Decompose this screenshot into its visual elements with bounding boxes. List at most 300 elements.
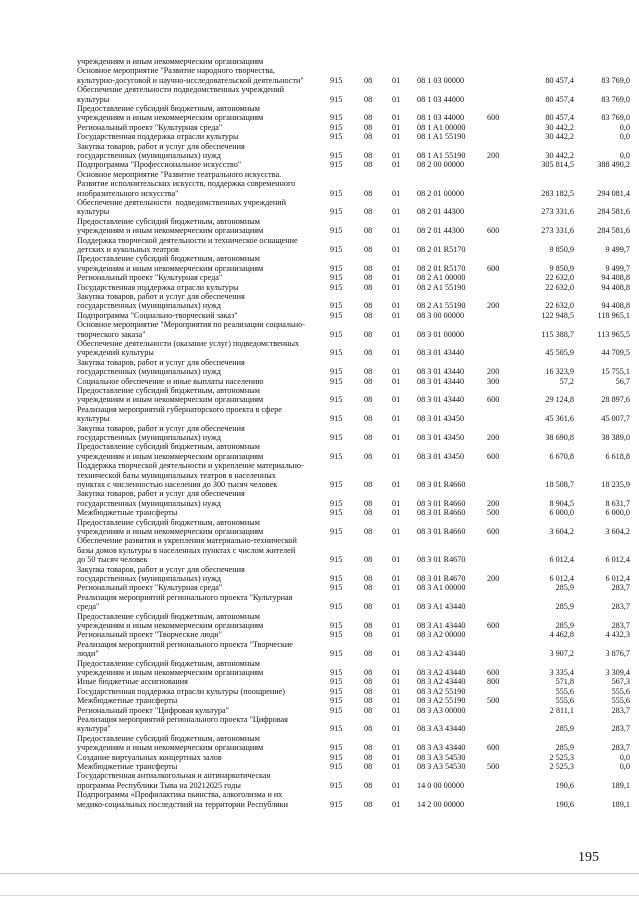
- cell-section: 08: [364, 160, 373, 170]
- cell-target: 08 3 A2 43440: [417, 677, 466, 687]
- cell-target: 08 3 A3 00000: [417, 705, 466, 715]
- cell-v2: 555,6: [611, 686, 630, 696]
- cell-section: 08: [364, 132, 373, 142]
- row-name: Предоставление субсидий бюджетным, автономным учреждениям и иным некоммерческим организациям: [77, 517, 264, 536]
- cell-section: 08: [364, 724, 373, 734]
- cell-subsection: 01: [392, 301, 401, 311]
- cell-subsection: 01: [392, 433, 401, 442]
- cell-target: 08 3 A1 00000: [417, 583, 466, 593]
- cell-code: 915: [330, 414, 343, 424]
- cell-v2: 9 499,7: [605, 245, 630, 254]
- cell-code: 915: [330, 508, 343, 518]
- cell-v1: 9 850,9: [549, 263, 574, 273]
- cell-target: 08 1 03 44000: [417, 94, 465, 104]
- cell-v1: 2 525,3: [549, 762, 574, 771]
- cell-code: 915: [330, 226, 343, 236]
- row-name: Межбюджетные трансферты: [77, 508, 178, 518]
- cell-v2: 83 769,0: [601, 113, 630, 123]
- row-name: Основное мероприятие "Развитие народного творчества, культурно-досуговой и научно-исследовательской деятельности": [77, 66, 304, 85]
- cell-subsection: 01: [392, 780, 401, 790]
- cell-v2: 284 581,6: [597, 226, 630, 236]
- cell-subsection: 01: [392, 160, 401, 170]
- cell-v1: 285,9: [555, 724, 574, 734]
- cell-code: 915: [330, 367, 343, 377]
- cell-subsection: 01: [392, 414, 401, 424]
- cell-code: 915: [330, 395, 343, 405]
- cell-target: 08 2 A1 55190: [417, 282, 466, 292]
- cell-subsection: 01: [392, 480, 401, 489]
- cell-v1: 22 632,0: [545, 273, 574, 283]
- cell-v2: 18 235,9: [601, 480, 630, 489]
- cell-target: 08 3 A2 43440: [417, 649, 466, 659]
- cell-section: 08: [364, 630, 373, 640]
- row-name: Иные бюджетные ассигнования: [77, 677, 188, 687]
- cell-subsection: 01: [392, 527, 401, 536]
- cell-subsection: 01: [392, 245, 401, 254]
- cell-section: 08: [364, 762, 373, 771]
- cell-type: 600: [487, 668, 500, 677]
- cell-target: 08 1 A1 00000: [417, 122, 466, 132]
- cell-subsection: 01: [392, 752, 401, 762]
- cell-section: 08: [364, 310, 373, 320]
- cell-code: 915: [330, 696, 343, 706]
- row-name: Реализация мероприятий регионального проекта "Культурная среда": [77, 592, 293, 612]
- cell-code: 915: [330, 376, 343, 386]
- cell-target: 08 3 A2 55190: [417, 696, 466, 706]
- cell-v2: 3 604,2: [605, 527, 630, 536]
- cell-v1: 22 632,0: [545, 301, 574, 311]
- cell-code: 915: [330, 132, 343, 142]
- cell-v2: 94 408,8: [601, 282, 630, 292]
- cell-code: 915: [330, 75, 343, 85]
- cell-v2: 6 012,4: [605, 555, 630, 565]
- cell-code: 915: [330, 282, 343, 292]
- cell-section: 08: [364, 329, 373, 339]
- cell-section: 08: [364, 451, 373, 461]
- cell-v1: 38 690,8: [545, 433, 574, 442]
- row-name: Обеспечение развития и укрепления материально-технической базы домов культуры в населенных пунктах с числом жителей до 50 тысяч человек: [77, 536, 297, 565]
- cell-v1: 6 000,0: [549, 508, 574, 518]
- cell-subsection: 01: [392, 677, 401, 687]
- cell-target: 08 3 A3 43440: [417, 724, 466, 734]
- cell-v1: 3 604,2: [549, 527, 574, 536]
- cell-v2: 3 309,4: [605, 668, 630, 677]
- cell-code: 915: [330, 743, 343, 753]
- cell-v1: 80 457,4: [545, 94, 574, 104]
- cell-v1: 285,9: [555, 621, 574, 630]
- cell-section: 08: [364, 282, 373, 292]
- cell-type: 600: [487, 451, 500, 461]
- row-name: Поддержка творческой деятельности и техническое оснащение детских и кукольных театров: [77, 235, 298, 254]
- row-name: Государственная поддержка отрасли культуры: [77, 132, 239, 142]
- cell-v1: 18 508,7: [545, 480, 574, 489]
- row-name: учреждениям и иным некоммерческим организациям: [77, 57, 264, 66]
- cell-type: 600: [487, 113, 500, 123]
- cell-section: 08: [364, 621, 373, 630]
- cell-target: 08 3 01 43440: [417, 348, 465, 358]
- cell-v1: 555,6: [555, 696, 574, 706]
- cell-v1: 9 850,9: [549, 245, 574, 254]
- cell-v1: 45 505,9: [545, 348, 574, 358]
- cell-target: 08 2 A1 55190: [417, 301, 466, 311]
- cell-v2: 45 007,7: [601, 414, 630, 424]
- cell-target: 08 3 A3 43440: [417, 743, 466, 753]
- cell-v1: 8 904,5: [549, 498, 574, 508]
- row-name: Реализация мероприятий губернаторского проекта в сфере культуры: [77, 404, 282, 424]
- cell-type: 200: [487, 433, 500, 442]
- cell-subsection: 01: [392, 273, 401, 283]
- row-name: Региональный проект "Культурная среда": [77, 122, 223, 132]
- cell-code: 915: [330, 451, 343, 461]
- cell-target: 08 3 01 00000: [417, 329, 465, 339]
- cell-target: 08 3 01 43440: [417, 376, 465, 386]
- cell-subsection: 01: [392, 724, 401, 734]
- cell-code: 915: [330, 301, 343, 311]
- cell-code: 915: [330, 113, 343, 123]
- row-name: Государственная поддержка отрасли культуры: [77, 282, 239, 292]
- row-name: Межбюджетные трансферты: [77, 762, 178, 771]
- cell-section: 08: [364, 752, 373, 762]
- cell-v2: 189,1: [611, 799, 630, 809]
- cell-section: 08: [364, 480, 373, 489]
- cell-v2: 113 965,5: [597, 329, 630, 339]
- cell-type: 500: [487, 696, 500, 706]
- cell-subsection: 01: [392, 668, 401, 677]
- cell-target: 08 1 A1 55190: [417, 151, 466, 160]
- row-name: Закупка товаров, работ и услуг для обеспечения государственных (муниципальных) нужд: [77, 292, 245, 311]
- cell-v1: 6 670,8: [549, 451, 574, 461]
- cell-section: 08: [364, 602, 373, 612]
- cell-section: 08: [364, 376, 373, 386]
- cell-subsection: 01: [392, 574, 401, 583]
- cell-v1: 6 012,4: [549, 555, 574, 565]
- cell-target: 08 3 A1 43440: [417, 602, 466, 612]
- cell-code: 915: [330, 348, 343, 358]
- cell-v1: 571,8: [555, 677, 574, 687]
- cell-code: 915: [330, 583, 343, 593]
- cell-v1: 6 012,4: [549, 574, 574, 583]
- cell-section: 08: [364, 263, 373, 273]
- cell-v1: 305 814,5: [541, 160, 574, 170]
- cell-code: 915: [330, 668, 343, 677]
- cell-code: 915: [330, 752, 343, 762]
- row-name: Обеспечение деятельности подведомственных учреждений культуры: [77, 85, 285, 104]
- cell-section: 08: [364, 226, 373, 236]
- row-name: Предоставление субсидий бюджетным, автономным учреждениям и иным некоммерческим организациям: [77, 611, 264, 630]
- cell-type: 600: [487, 395, 500, 405]
- cell-v1: 273 331,6: [541, 207, 574, 217]
- row-name: Реализация мероприятий регионального проекта "Творческие люди": [77, 639, 293, 659]
- cell-v2: 283,7: [611, 743, 630, 753]
- cell-subsection: 01: [392, 649, 401, 659]
- cell-subsection: 01: [392, 395, 401, 405]
- cell-subsection: 01: [392, 75, 401, 85]
- cell-v2: 0,0: [619, 151, 630, 160]
- cell-section: 08: [364, 583, 373, 593]
- cell-type: 300: [487, 376, 500, 386]
- cell-code: 915: [330, 762, 343, 771]
- cell-code: 915: [330, 188, 343, 198]
- cell-subsection: 01: [392, 705, 401, 715]
- cell-type: 500: [487, 762, 500, 771]
- row-name: Подпрограмма "Социально-творческий заказ": [77, 310, 238, 320]
- cell-code: 915: [330, 780, 343, 790]
- cell-section: 08: [364, 348, 373, 358]
- cell-target: 08 3 01 43450: [417, 433, 465, 442]
- cell-subsection: 01: [392, 799, 401, 809]
- cell-v1: 29 124,8: [545, 395, 574, 405]
- cell-type: 600: [487, 226, 500, 236]
- row-name: Государственная поддержка отрасли культуры (поощрение): [77, 686, 285, 696]
- cell-section: 08: [364, 367, 373, 377]
- cell-type: 600: [487, 743, 500, 753]
- cell-section: 08: [364, 780, 373, 790]
- row-name: Основное мероприятие "Развитие театрального искусства. Развитие исполнительских искусств, поддержка современного изобразительного искусства": [77, 169, 296, 198]
- cell-section: 08: [364, 207, 373, 217]
- cell-v2: 0,0: [619, 752, 630, 762]
- cell-section: 08: [364, 395, 373, 405]
- cell-target: 08 3 01 43440: [417, 367, 465, 377]
- row-name: Закупка товаров, работ и услуг для обеспечения государственных (муниципальных) нужд: [77, 141, 245, 160]
- cell-v1: 30 442,2: [545, 132, 574, 142]
- cell-v2: 3 876,7: [605, 649, 630, 659]
- cell-v2: 38 389,0: [601, 433, 630, 442]
- row-name: Предоставление субсидий бюджетным, автономным учреждениям и иным некоммерческим организациям: [77, 216, 264, 236]
- cell-section: 08: [364, 508, 373, 518]
- cell-v2: 8 631,7: [605, 498, 630, 508]
- cell-section: 08: [364, 273, 373, 283]
- cell-section: 08: [364, 677, 373, 687]
- cell-code: 915: [330, 160, 343, 170]
- cell-target: 08 3 01 R4660: [417, 498, 466, 508]
- cell-target: 08 3 01 R4670: [417, 574, 466, 583]
- cell-target: 08 3 A3 54530: [417, 762, 466, 771]
- cell-section: 08: [364, 245, 373, 254]
- row-name: Предоставление субсидий бюджетным, автономным учреждениям и иным некоммерческим организациям: [77, 442, 264, 461]
- cell-target: 08 2 00 00000: [417, 160, 465, 170]
- cell-v2: 83 769,0: [601, 94, 630, 104]
- cell-target: 08 3 01 43450: [417, 414, 465, 424]
- cell-code: 915: [330, 630, 343, 640]
- cell-section: 08: [364, 151, 373, 160]
- cell-target: 08 3 A3 54530: [417, 752, 466, 762]
- cell-section: 08: [364, 696, 373, 706]
- cell-target: 08 3 01 43440: [417, 395, 465, 405]
- cell-v1: 285,9: [555, 743, 574, 753]
- cell-section: 08: [364, 113, 373, 123]
- cell-v2: 189,1: [611, 780, 630, 790]
- cell-v2: 44 709,5: [601, 348, 630, 358]
- cell-type: 600: [487, 263, 500, 273]
- cell-code: 915: [330, 677, 343, 687]
- cell-section: 08: [364, 574, 373, 583]
- cell-target: 08 3 A2 00000: [417, 630, 466, 640]
- cell-code: 915: [330, 433, 343, 442]
- cell-v1: 122 948,5: [541, 310, 574, 320]
- cell-section: 08: [364, 122, 373, 132]
- cell-v1: 2 525,3: [549, 752, 574, 762]
- cell-section: 08: [364, 75, 373, 85]
- cell-section: 08: [364, 527, 373, 536]
- row-name: Закупка товаров, работ и услуг для обеспечения государственных (муниципальных) нужд: [77, 489, 245, 508]
- cell-type: 200: [487, 301, 500, 311]
- cell-target: 14 2 00 00000: [417, 799, 465, 809]
- cell-type: 600: [487, 621, 500, 630]
- row-name: Межбюджетные трансферты: [77, 696, 178, 706]
- cell-subsection: 01: [392, 132, 401, 142]
- cell-v1: 22 632,0: [545, 282, 574, 292]
- cell-v1: 115 388,7: [541, 329, 574, 339]
- cell-section: 08: [364, 799, 373, 809]
- cell-section: 08: [364, 188, 373, 198]
- cell-v1: 285,9: [555, 602, 574, 612]
- cell-v1: 80 457,4: [545, 113, 574, 123]
- cell-subsection: 01: [392, 762, 401, 771]
- footer-divider: [0, 895, 639, 896]
- cell-subsection: 01: [392, 94, 401, 104]
- cell-v2: 567,3: [611, 677, 630, 687]
- cell-target: 08 3 01 R4660: [417, 527, 466, 536]
- cell-code: 915: [330, 263, 343, 273]
- cell-v2: 388 490,2: [597, 160, 630, 170]
- row-name: Государственная антиалкогольная и антинаркотическая программа Республики Тыва на 20212025 годы: [77, 771, 271, 790]
- cell-subsection: 01: [392, 310, 401, 320]
- cell-v1: 57,2: [559, 376, 574, 386]
- cell-target: 08 3 01 R4670: [417, 555, 466, 565]
- cell-v2: 555,6: [611, 696, 630, 706]
- row-name: Поддержка творческой деятельности и укрепление материально- технической базы муниципальных театров в населенных пунктах с численностью населения до 300 тысяч человек: [77, 461, 304, 489]
- row-name: Обеспечение деятельности подведомственных учреждений культуры: [77, 198, 287, 217]
- cell-v1: 273 331,6: [541, 226, 574, 236]
- cell-subsection: 01: [392, 263, 401, 273]
- row-name: Обеспечение деятельности (оказание услуг) подведомственных учреждений культуры: [77, 339, 300, 358]
- cell-subsection: 01: [392, 376, 401, 386]
- row-name: Закупка товаров, работ и услуг для обеспечения государственных (муниципальных) нужд: [77, 423, 245, 442]
- cell-subsection: 01: [392, 113, 401, 123]
- cell-section: 08: [364, 414, 373, 424]
- cell-subsection: 01: [392, 743, 401, 753]
- cell-type: 500: [487, 508, 500, 518]
- cell-v2: 284 581,6: [597, 207, 630, 217]
- cell-subsection: 01: [392, 602, 401, 612]
- row-name: Региональный проект "Культурная среда": [77, 583, 223, 593]
- row-name: Региональный проект "Творческие люди": [77, 630, 222, 640]
- cell-subsection: 01: [392, 630, 401, 640]
- cell-subsection: 01: [392, 621, 401, 630]
- cell-subsection: 01: [392, 122, 401, 132]
- cell-code: 915: [330, 273, 343, 283]
- cell-code: 915: [330, 329, 343, 339]
- cell-target: 08 2 01 44300: [417, 226, 465, 236]
- page-number: 195: [578, 850, 599, 865]
- cell-target: 08 1 03 00000: [417, 75, 465, 85]
- cell-subsection: 01: [392, 555, 401, 565]
- cell-v2: 6 012,4: [605, 574, 630, 583]
- cell-code: 915: [330, 724, 343, 734]
- cell-type: 800: [487, 677, 500, 687]
- cell-section: 08: [364, 668, 373, 677]
- cell-v2: 283,7: [611, 602, 630, 612]
- cell-target: 08 1 03 44000: [417, 113, 465, 123]
- cell-target: 08 3 A1 43440: [417, 621, 466, 630]
- cell-code: 915: [330, 574, 343, 583]
- row-name: Основное мероприятие "Мероприятия по реализации социально- творческого заказа": [77, 320, 305, 339]
- cell-code: 915: [330, 705, 343, 715]
- cell-section: 08: [364, 649, 373, 659]
- cell-type: 200: [487, 574, 500, 583]
- cell-subsection: 01: [392, 451, 401, 461]
- cell-v2: 118 965,1: [597, 310, 630, 320]
- cell-target: 08 2 A1 00000: [417, 273, 466, 283]
- cell-target: 08 3 A2 43440: [417, 668, 466, 677]
- cell-subsection: 01: [392, 329, 401, 339]
- cell-v1: 285,9: [555, 583, 574, 593]
- cell-v1: 190,6: [555, 799, 574, 809]
- row-name: Реализация мероприятий регионального проекта "Цифровая культура": [77, 715, 288, 734]
- cell-subsection: 01: [392, 207, 401, 217]
- cell-v2: 0,0: [619, 762, 630, 771]
- cell-subsection: 01: [392, 498, 401, 508]
- row-name: Региональный проект "Цифровая культура": [77, 705, 229, 715]
- cell-v1: 45 361,6: [545, 414, 574, 424]
- cell-v2: 6 618,8: [605, 451, 630, 461]
- cell-code: 915: [330, 527, 343, 536]
- row-name: Предоставление субсидий бюджетным, автономным учреждениям и иным некоммерческим организациям: [77, 254, 264, 273]
- cell-v1: 4 462,8: [549, 630, 574, 640]
- cell-subsection: 01: [392, 367, 401, 377]
- cell-type: 200: [487, 498, 500, 508]
- cell-target: 08 3 01 43450: [417, 451, 465, 461]
- row-name: Подпрограмма «Профилактика пьянства, алкоголизма и их медико-социальных последствий на территории Республики: [77, 790, 289, 809]
- cell-type: 200: [487, 151, 500, 160]
- cell-code: 915: [330, 245, 343, 254]
- cell-v1: 80 457,4: [545, 75, 574, 85]
- cell-v1: 283 182,5: [541, 188, 574, 198]
- cell-subsection: 01: [392, 348, 401, 358]
- row-name: Региональный проект "Культурная среда": [77, 273, 223, 283]
- cell-v1: 2 811,1: [549, 705, 574, 715]
- cell-target: 14 0 00 00000: [417, 780, 465, 790]
- row-name: Социальное обеспечение и иные выплаты населению: [77, 376, 264, 386]
- cell-v2: 283,7: [611, 583, 630, 593]
- cell-v1: 30 442,2: [545, 122, 574, 132]
- cell-v2: 0,0: [619, 122, 630, 132]
- cell-v1: 190,6: [555, 780, 574, 790]
- cell-v1: 30 442,2: [545, 151, 574, 160]
- cell-subsection: 01: [392, 188, 401, 198]
- cell-v2: 4 432,3: [605, 630, 630, 640]
- cell-target: 08 3 A2 55190: [417, 686, 466, 696]
- row-name: Предоставление субсидий бюджетным, автономным учреждениям и иным некоммерческим организациям: [77, 733, 264, 753]
- cell-v2: 283,7: [611, 621, 630, 630]
- cell-section: 08: [364, 498, 373, 508]
- cell-v1: 3 907,2: [549, 649, 574, 659]
- cell-v2: 283,7: [611, 705, 630, 715]
- cell-subsection: 01: [392, 508, 401, 518]
- row-name: Предоставление субсидий бюджетным, автономным учреждениям и иным некоммерческим организациям: [77, 104, 264, 123]
- row-name: Создание виртуальных концертных залов: [77, 752, 222, 762]
- cell-v2: 283,7: [611, 724, 630, 734]
- footer-divider: [0, 873, 639, 874]
- cell-code: 915: [330, 799, 343, 809]
- cell-code: 915: [330, 480, 343, 489]
- cell-code: 915: [330, 621, 343, 630]
- row-name: Закупка товаров, работ и услуг для обеспечения государственных (муниципальных) нужд: [77, 357, 245, 377]
- cell-code: 915: [330, 649, 343, 659]
- cell-target: 08 1 A1 55190: [417, 132, 466, 142]
- cell-v2: 94 408,8: [601, 301, 630, 311]
- cell-code: 915: [330, 122, 343, 132]
